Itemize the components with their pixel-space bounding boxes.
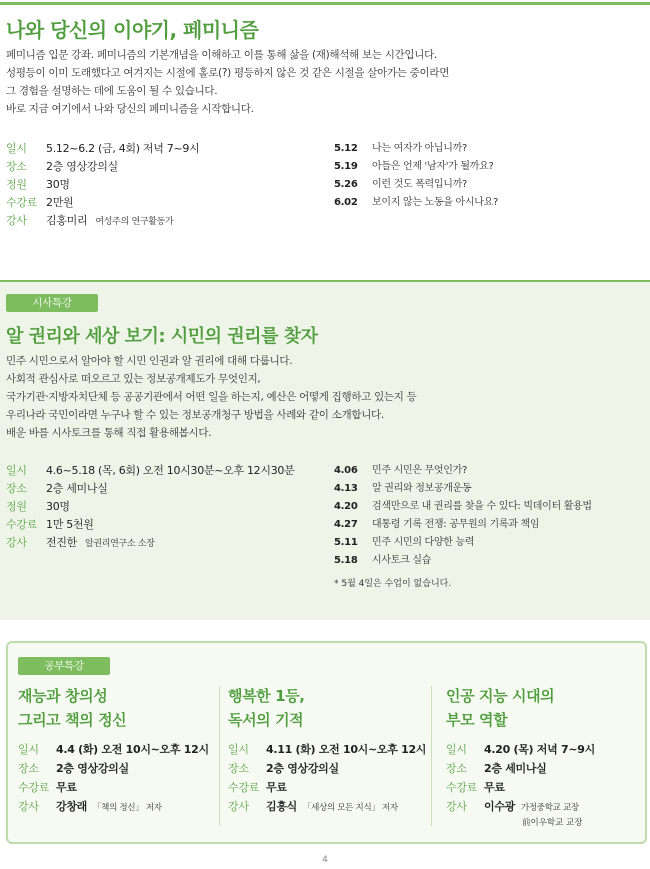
- schedule-topic: 대통령 기록 전쟁: 공무원의 기록과 책임: [372, 519, 540, 530]
- column2-title: [228, 684, 305, 732]
- paragraph-line: 바로 지금 여기에서 나와 당신의 페미니즘을 시작합니다.: [6, 103, 254, 115]
- info-row-fee: [6, 516, 294, 534]
- schedule-row: [334, 480, 592, 498]
- info-row-place: [446, 759, 595, 778]
- schedule-row: [334, 176, 498, 194]
- paragraph-line: 성평등이 이미 도래했다고 여겨지는 시절에 홀로(?) 평등하지 않은 것 같은 시절을 살아가는 중이라면: [6, 67, 450, 79]
- section2-rule: [0, 280, 650, 282]
- info-key: 수강료: [6, 196, 37, 209]
- section2-info: [6, 462, 294, 552]
- info-value: 4.11 (화) 오전 10시~오후 12시: [266, 743, 427, 756]
- info-key: 정원: [6, 500, 27, 513]
- title-line: 부모 역할: [446, 711, 508, 729]
- info-value: 김흥식: [266, 800, 297, 813]
- info-row-fee: [446, 778, 595, 797]
- schedule-date: 4.20: [334, 501, 358, 512]
- schedule-date: 6.02: [334, 197, 358, 208]
- info-key: 장소: [18, 762, 39, 775]
- schedule-date: 4.13: [334, 483, 358, 494]
- info-value: 2만원: [46, 196, 74, 209]
- info-row-date: [228, 740, 426, 759]
- column2-info: [228, 740, 426, 816]
- info-key: 수강료: [6, 518, 37, 531]
- paragraph-line: 그 경험을 설명하는 데에 도움이 될 수 있습니다.: [6, 85, 218, 97]
- section2-schedule: [334, 462, 592, 570]
- title-line: 행복한 1등,: [228, 687, 305, 705]
- schedule-date: 5.11: [334, 537, 358, 548]
- schedule-row: [334, 534, 592, 552]
- info-value: 30명: [46, 178, 70, 191]
- title-line: 독서의 기적: [228, 711, 304, 729]
- info-key: 강사: [18, 800, 39, 813]
- section1-description: [6, 46, 449, 118]
- info-key: 일시: [446, 743, 467, 756]
- info-key: 수강료: [228, 781, 259, 794]
- info-key: 강사: [228, 800, 249, 813]
- column3-info: [446, 740, 595, 816]
- schedule-row: [334, 194, 498, 212]
- column1-info: [18, 740, 209, 816]
- lecturer-title: 여성주의 연구활동가: [95, 217, 174, 227]
- column3-title: [446, 684, 554, 732]
- info-key: 수강료: [18, 781, 49, 794]
- column-divider: [431, 686, 432, 826]
- column1-title: [18, 684, 126, 732]
- lecturer-extra-title: 前이우학교 교장: [522, 818, 583, 828]
- info-key: 일시: [228, 743, 249, 756]
- schedule-topic: 민주 시민의 다양한 능력: [372, 537, 475, 548]
- info-row-lecturer: [446, 797, 595, 816]
- schedule-topic: 시사토크 실습: [372, 555, 432, 566]
- top-rule: [0, 2, 650, 5]
- section2-title: 알 권리와 세상 보기: 시민의 권리를 찾자: [6, 326, 318, 347]
- info-row-date: [446, 740, 595, 759]
- lecturer-title: 「세상의 모든 지식」 저자: [302, 803, 398, 813]
- info-row-lecturer: [6, 212, 199, 230]
- info-row-place: [6, 480, 294, 498]
- info-value: 1만 5천원: [46, 518, 94, 531]
- info-value: 이수광: [484, 800, 515, 813]
- section3-tag: 공부특강: [18, 657, 110, 675]
- info-key: 강사: [6, 536, 27, 549]
- section1-info: [6, 140, 199, 230]
- lecturer-title: 가정중학교 교장: [520, 803, 579, 813]
- schedule-row: [334, 552, 592, 570]
- schedule-topic: 알 권리와 정보공개운동: [372, 483, 472, 494]
- info-key: 장소: [228, 762, 249, 775]
- section1-title: 나와 당신의 이야기, 페미니즘: [6, 18, 259, 42]
- section2-tag: 시사특강: [6, 294, 98, 312]
- schedule-topic: 이런 것도 폭력입니까?: [372, 179, 468, 190]
- info-row-place: [228, 759, 426, 778]
- info-row-fee: [6, 194, 199, 212]
- info-value: 김홍미리: [46, 214, 88, 227]
- info-value: 2층 영상강의실: [46, 160, 118, 173]
- info-row-fee: [18, 778, 209, 797]
- schedule-topic: 나는 여자가 아닙니까?: [372, 143, 468, 154]
- info-row-lecturer: [6, 534, 294, 552]
- info-value: 무료: [484, 781, 505, 794]
- info-row-place: [18, 759, 209, 778]
- info-key: 일시: [18, 743, 39, 756]
- info-key: 강사: [446, 800, 467, 813]
- title-line: 그리고 책의 정신: [18, 711, 127, 729]
- info-key: 강사: [6, 214, 27, 227]
- schedule-date: 4.27: [334, 519, 358, 530]
- section2-description: [6, 352, 417, 442]
- schedule-row: [334, 462, 592, 480]
- lecturer-title: 「책의 정신」 저자: [92, 803, 162, 813]
- info-value: 2층 영상강의실: [56, 762, 129, 775]
- schedule-date: 5.12: [334, 143, 358, 154]
- info-value: 4.20 (목) 저녁 7~9시: [484, 743, 595, 756]
- info-value: 4.4 (화) 오전 10시~오후 12시: [56, 743, 209, 756]
- page-number: 4: [322, 855, 328, 865]
- section1-schedule: [334, 140, 498, 212]
- paragraph-line: 국가기관·지방자치단체 등 공공기관에서 어떤 일을 하는지, 예산은 어떻게 집행하고 있는지 등: [6, 391, 417, 403]
- info-key: 일시: [6, 464, 27, 477]
- title-line: 인공 지능 시대의: [446, 687, 555, 705]
- info-row-capacity: [6, 498, 294, 516]
- info-value: 2층 세미나실: [484, 762, 547, 775]
- info-key: 장소: [6, 160, 27, 173]
- info-value: 강창래: [56, 800, 87, 813]
- schedule-topic: 아들은 언제 '남자'가 될까요?: [372, 161, 494, 172]
- info-value: 무료: [266, 781, 287, 794]
- paragraph-line: 페미니즘 입문 강좌. 페미니즘의 기본개념을 이해하고 이를 통해 삶을 (재)해석해 보는 시간입니다.: [6, 49, 437, 61]
- info-value: 전진한: [46, 536, 77, 549]
- paragraph-line: 배운 바를 시사토크를 통해 직접 활용해봅시다.: [6, 427, 212, 439]
- schedule-date: 4.06: [334, 465, 358, 476]
- title-line: 재능과 창의성: [18, 687, 108, 705]
- info-value: 무료: [56, 781, 77, 794]
- info-key: 정원: [6, 178, 27, 191]
- schedule-row: [334, 498, 592, 516]
- schedule-topic: 민주 시민은 무엇인가?: [372, 465, 468, 476]
- info-key: 장소: [446, 762, 467, 775]
- info-value: 2층 영상강의실: [266, 762, 339, 775]
- info-key: 장소: [6, 482, 27, 495]
- paragraph-line: 우리나라 국민이라면 누구나 할 수 있는 정보공개청구 방법을 사례와 같이 소개합니다.: [6, 409, 384, 421]
- schedule-date: 5.26: [334, 179, 358, 190]
- info-value: 4.6~5.18 (목, 6회) 오전 10시30분~오후 12시30분: [46, 464, 295, 477]
- info-value: 2층 세미나실: [46, 482, 108, 495]
- schedule-date: 5.18: [334, 555, 358, 566]
- info-row-lecturer: [228, 797, 426, 816]
- info-row-capacity: [6, 176, 199, 194]
- schedule-topic: 검색만으로 내 권리를 찾을 수 있다: 빅데이터 활용법: [372, 501, 592, 512]
- info-key: 수강료: [446, 781, 477, 794]
- paragraph-line: 민주 시민으로서 알아야 할 시민 인권과 알 권리에 대해 다룹니다.: [6, 355, 293, 367]
- column-divider: [219, 686, 220, 826]
- schedule-row: [334, 140, 498, 158]
- info-row-place: [6, 158, 199, 176]
- info-row-lecturer: [18, 797, 209, 816]
- schedule-row: [334, 158, 498, 176]
- info-value: 5.12~6.2 (금, 4회) 저녁 7~9시: [46, 142, 200, 155]
- info-row-date: [6, 462, 294, 480]
- info-row-fee: [228, 778, 426, 797]
- section2-note: * 5월 4일은 수업이 없습니다.: [334, 579, 452, 589]
- schedule-topic: 보이지 않는 노동을 아시나요?: [372, 197, 498, 208]
- schedule-row: [334, 516, 592, 534]
- paragraph-line: 사회적 관심사로 떠오르고 있는 정보공개제도가 무엇인지,: [6, 373, 261, 385]
- info-key: 일시: [6, 142, 27, 155]
- lecturer-title: 알권리연구소 소장: [84, 539, 155, 549]
- info-value: 30명: [46, 500, 70, 513]
- info-row-date: [6, 140, 199, 158]
- schedule-date: 5.19: [334, 161, 358, 172]
- info-row-date: [18, 740, 209, 759]
